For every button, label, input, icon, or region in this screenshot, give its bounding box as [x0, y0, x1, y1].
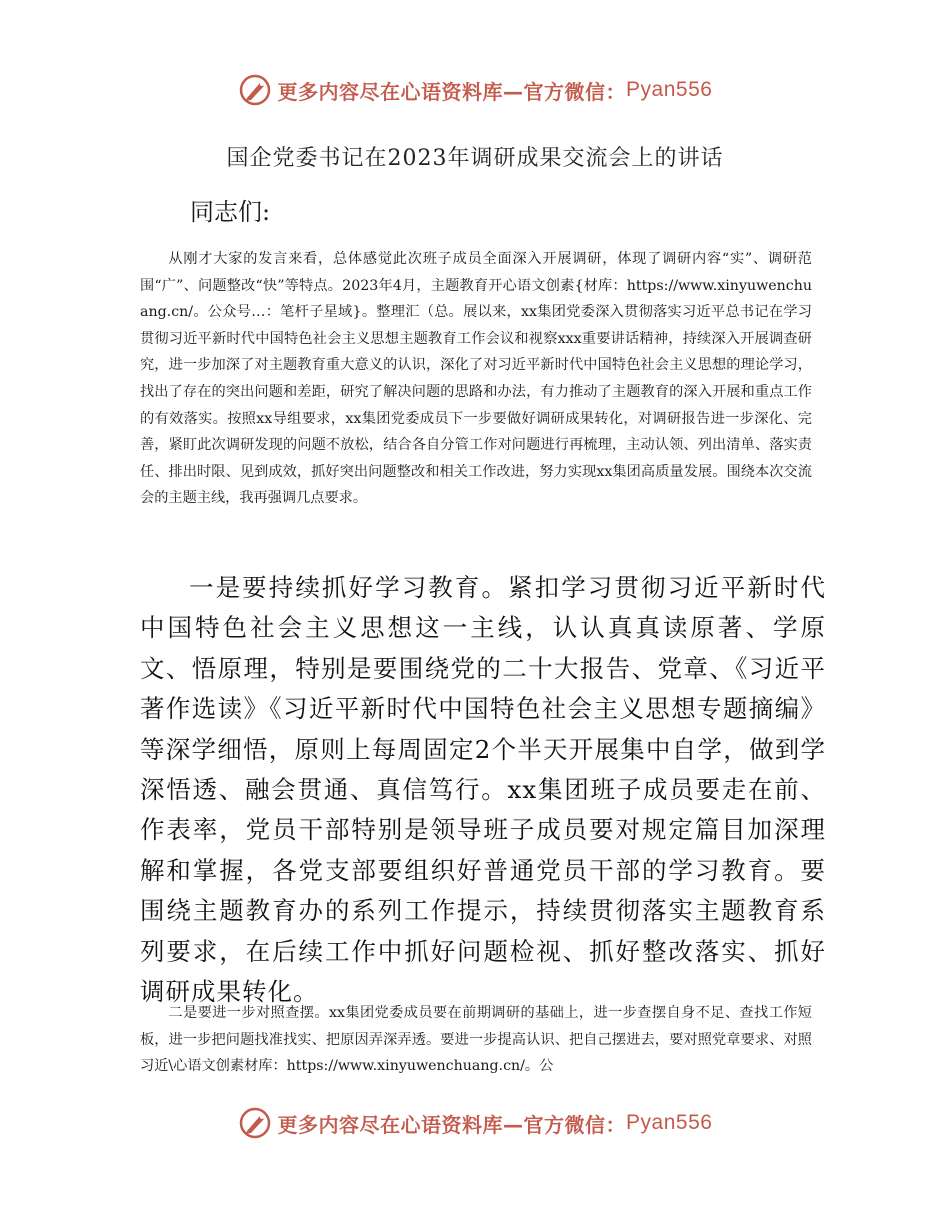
banner-text: 更多内容尽在心语资料库—官方微信： — [277, 1112, 627, 1137]
banner-text: 更多内容尽在心语资料库—官方微信： — [277, 79, 627, 104]
bottom-watermark-banner — [0, 1101, 950, 1145]
pen-nib-logo-icon — [238, 1106, 272, 1140]
paragraph-point-one: 一是要持续抓好学习教育。紧扣学习贯彻习近平新时代中国特色社会主义思想这一主线，认认真真读原著、学原文、悟原理，特别是要围绕党的二十大报告、党章、《习近平著作选读》《习近平新时代中国特色社会主义思想专题摘编》等深学细悟，原则上每周固定2个半天开展集中自学，做到学深悟透、融会贯通、真信笃行。xx集团班子成员要走在前、作表率，党员干部特别是领导班子成员要对规定篇目加深理解和掌握，各党支部要组织好普通党员干部的学习教育。要围绕主题教育办的系列工作提示，持续贯彻落实主题教育系列要求，在后续工作中抓好问题检视、抓好整改落实、抓好调研成果转化。 — [140, 573, 826, 1007]
document-title: 国企党委书记在2023年调研成果交流会上的讲话 — [226, 146, 724, 171]
salutation: 同志们: — [190, 198, 271, 226]
paragraph-point-two: 二是要进一步对照查摆。xx集团党委成员要在前期调研的基础上，进一步查摆自身不足、查找工作短板，进一步把问题找准找实、把原因弄深弄透。要进一步提高认识、把自己摆进去，要对照党章要求、对照习近\心语文创素材库：https://www.xinyuwenchuang.cn/。公 — [140, 1005, 812, 1075]
top-watermark-banner — [0, 68, 950, 112]
pen-nib-logo-icon — [238, 73, 272, 107]
wechat-id: Pyan556 — [626, 1111, 713, 1134]
wechat-id: Pyan556 — [626, 78, 713, 101]
paragraph-intro: 从刚才大家的发言来看，总体感觉此次班子成员全面深入开展调研，体现了调研内容“实”、调研范围“广”、问题整改“快”等特点。2023年4月，主题教育开心语文创素{材库：https://www.xinyuwenchuang.cn/。公众号…：笔杆子星域}。整理汇（总。展以来，xx集团党委深入贯彻落实习近平总书记在学习贯彻习近平新时代中国特色社会主义思想主题教育工作会议和视察xxx重要讲话精神，持续深入开展调查研究，进一步加深了对主题教育重大意义的认识，深化了对习近平新时代中国特色社会主义思想的理论学习，找出了存在的突出问题和差距，研究了解决问题的思路和办法，有力推动了主题教育的深入开展和重点工作的有效落实。按照xx导组要求，xx集团党委成员下一步要做好调研成果转化，对调研报告进一步深化、完善，紧盯此次调研发现的问题不放松，结合各自分管工作对问题进行再梳理，主动认领、列出清单、落实责任、排出时限、见到成效，抓好突出问题整改和相关工作改进，努力实现xx集团高质量发展。围绕本次交流会的主题主线，我再强调几点要求。 — [140, 251, 812, 507]
